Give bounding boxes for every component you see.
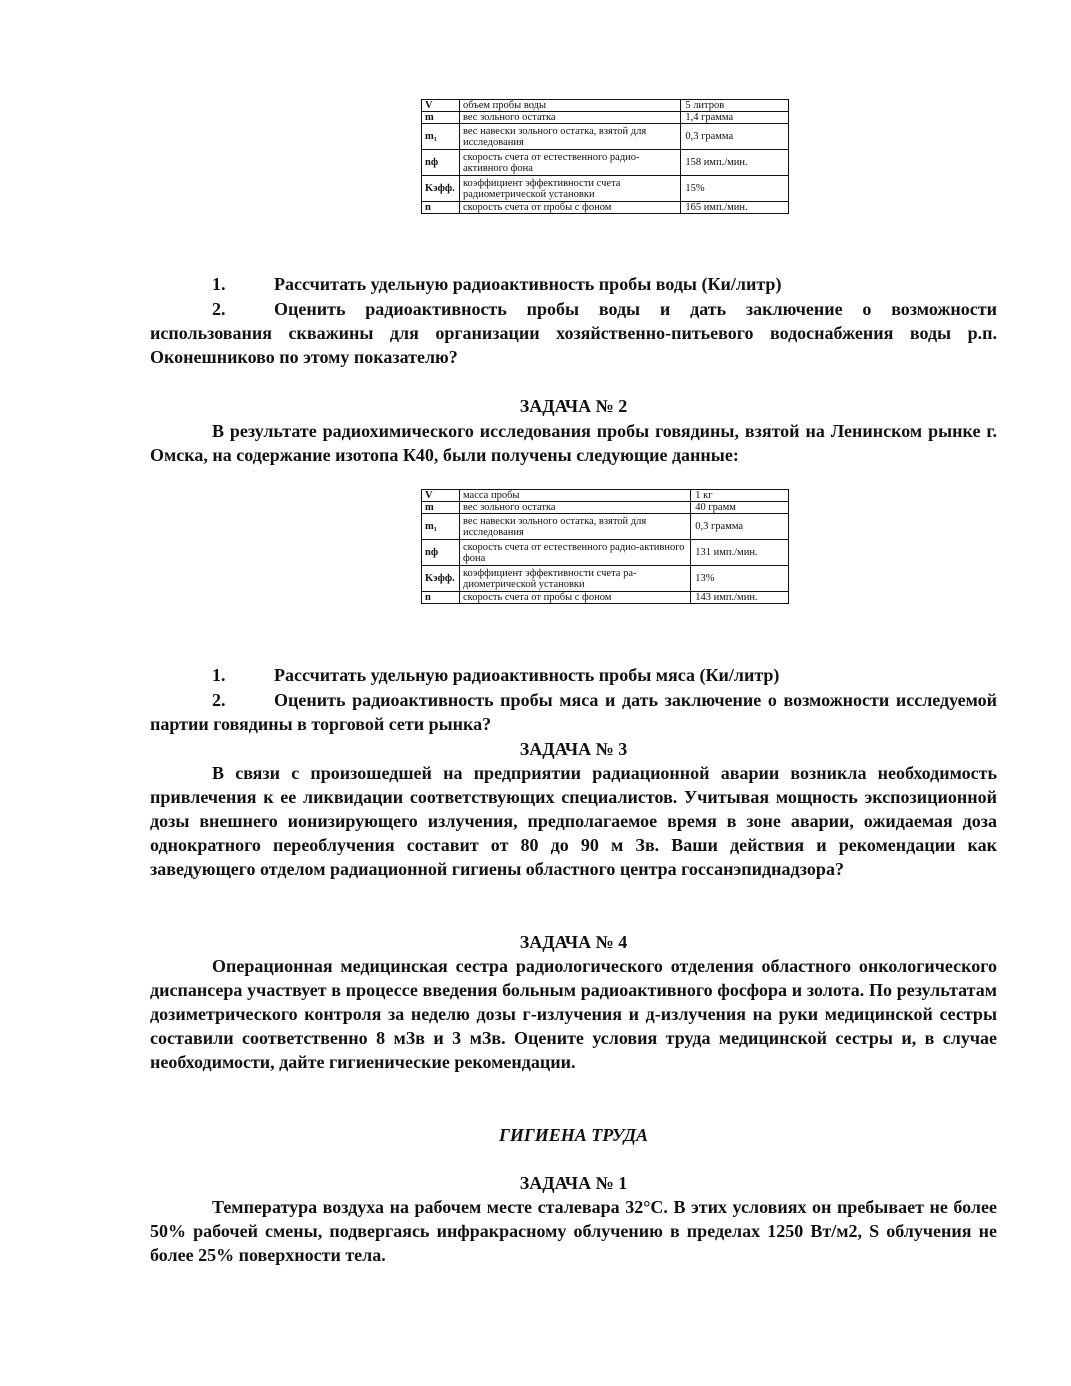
- table-cell-symbol: Kэфф.: [422, 176, 460, 202]
- table-cell-value: 15%: [681, 176, 789, 202]
- table-cell-description: вес зольного остатка: [459, 112, 680, 124]
- list-item: [150, 688, 997, 736]
- list-item: [150, 297, 997, 369]
- table-row: [422, 502, 789, 514]
- table-cell-value: 0,3 грамма: [691, 514, 789, 540]
- table-cell-description: масса пробы: [459, 490, 690, 502]
- table-cell-symbol: V: [422, 490, 460, 502]
- meat-sample-table: [421, 489, 789, 604]
- table-row: [422, 176, 789, 202]
- task-title: ЗАДАЧА № 1: [519, 1173, 628, 1193]
- table-cell-value: 13%: [691, 566, 789, 592]
- table-cell-value: 40 грамм: [691, 502, 789, 514]
- table-cell-description: вес навески зольного остатка, взятой для исследования: [459, 514, 690, 540]
- table-cell-value: 158 имп./мин.: [681, 150, 789, 176]
- section-title: ГИГИЕНА ТРУДА: [498, 1125, 649, 1145]
- list-item-text: Оценить радиоактивность пробы воды и дать заключение о возможности использования скважины для организации хозяйственно-питьевого водоснабжения воды р.п. Оконешниково по этому показателю?: [150, 299, 997, 367]
- table-row: [422, 490, 789, 502]
- list-item-number: 1.: [212, 274, 226, 294]
- table-cell-symbol: V: [422, 100, 460, 112]
- task-text: Операционная медицинская сестра радиологического отделения областного онкологического диспансера участвует в процессе введения больным радиоактивного фосфора и золота. По результатам дозиметрического контроля за неделю дозы г-излучения и д-излучения на руки медицинской сестры составили соответственно 8 мЗв и 3 мЗв. Оцените условия труда медицинской сестры и, в случае необходимости, дайте гигиенические рекомендации.: [150, 956, 997, 1072]
- table-cell-description: коэффициент эффективности счета радиометрической установки: [459, 176, 680, 202]
- table-row: [422, 540, 789, 566]
- table-row: [422, 592, 789, 604]
- table-cell-description: скорость счета от естественного радио-активного фона: [459, 150, 680, 176]
- task-title: ЗАДАЧА № 2: [519, 396, 628, 416]
- table-cell-symbol: nф: [422, 150, 460, 176]
- table-row: [422, 150, 789, 176]
- table-cell-value: 143 имп./мин.: [691, 592, 789, 604]
- water-sample-table: [421, 99, 789, 214]
- table-cell-description: вес навески зольного остатка, взятой для исследования: [459, 124, 680, 150]
- list-item-number: 2.: [212, 690, 226, 710]
- table-cell-description: вес зольного остатка: [459, 502, 690, 514]
- task-text: В результате радиохимического исследования пробы говядины, взятой на Ленинском рынке г. Омска, на содержание изотопа К40, были получены следующие данные:: [150, 421, 997, 465]
- list-item-text: Рассчитать удельную радиоактивность пробы воды (Ки/литр): [274, 274, 782, 294]
- table-cell-symbol: n: [422, 592, 460, 604]
- table-cell-value: 131 имп./мин.: [691, 540, 789, 566]
- table-cell-value: 1,4 грамма: [681, 112, 789, 124]
- list-item-text: Оценить радиоактивность пробы мяса и дать заключение о возможности исследуемой партии говядины в торговой сети рынка?: [150, 690, 997, 734]
- table-cell-description: объем пробы воды: [459, 100, 680, 112]
- table-row: [422, 112, 789, 124]
- table-cell-description: коэффициент эффективности счета ра-диометрической установки: [459, 566, 690, 592]
- task-text: В связи с произошедшей на предприятии радиационной аварии возникла необходимость привлечения к ее ликвидации соответствующих специалистов. Учитывая мощность экспозиционной дозы внешнего ионизирующего излучения, предполагаемое время в зоне аварии, ожидаемая доза однократного переоблучения составит от 80 до 90 м Зв. Ваши действия и рекомендации как заведующего отделом радиационной гигиены областного центра госсанэпиднадзора?: [150, 763, 997, 879]
- table-cell-value: 5 литров: [681, 100, 789, 112]
- table-cell-description: скорость счета от пробы с фоном: [459, 202, 680, 214]
- task-title: ЗАДАЧА № 3: [519, 739, 628, 759]
- list-item-number: 2.: [212, 299, 226, 319]
- table-cell-symbol: m₁: [422, 514, 460, 540]
- table-row: [422, 514, 789, 540]
- table-row: [422, 566, 789, 592]
- table-cell-value: 165 имп./мин.: [681, 202, 789, 214]
- table-cell-description: скорость счета от естественного радио-активного фона: [459, 540, 690, 566]
- list-item-text: Рассчитать удельную радиоактивность пробы мяса (Ки/литр): [274, 665, 780, 685]
- table-cell-description: скорость счета от пробы с фоном: [459, 592, 690, 604]
- list-item-number: 1.: [212, 665, 226, 685]
- table-cell-symbol: m: [422, 112, 460, 124]
- table-cell-symbol: m₁: [422, 124, 460, 150]
- table-row: [422, 202, 789, 214]
- table-cell-value: 1 кг: [691, 490, 789, 502]
- table-cell-value: 0,3 грамма: [681, 124, 789, 150]
- task-title: ЗАДАЧА № 4: [519, 932, 628, 952]
- table-cell-symbol: n: [422, 202, 460, 214]
- table-row: [422, 124, 789, 150]
- table-row: [422, 100, 789, 112]
- table-cell-symbol: m: [422, 502, 460, 514]
- table-cell-symbol: Kэфф.: [422, 566, 460, 592]
- task-text: Температура воздуха на рабочем месте сталевара 32°С. В этих условиях он пребывает не более 50% рабочей смены, подвергаясь инфракрасному облучению в пределах 1250 Вт/м2, S облучения не более 25% поверхности тела.: [150, 1197, 997, 1265]
- table-cell-symbol: nф: [422, 540, 460, 566]
